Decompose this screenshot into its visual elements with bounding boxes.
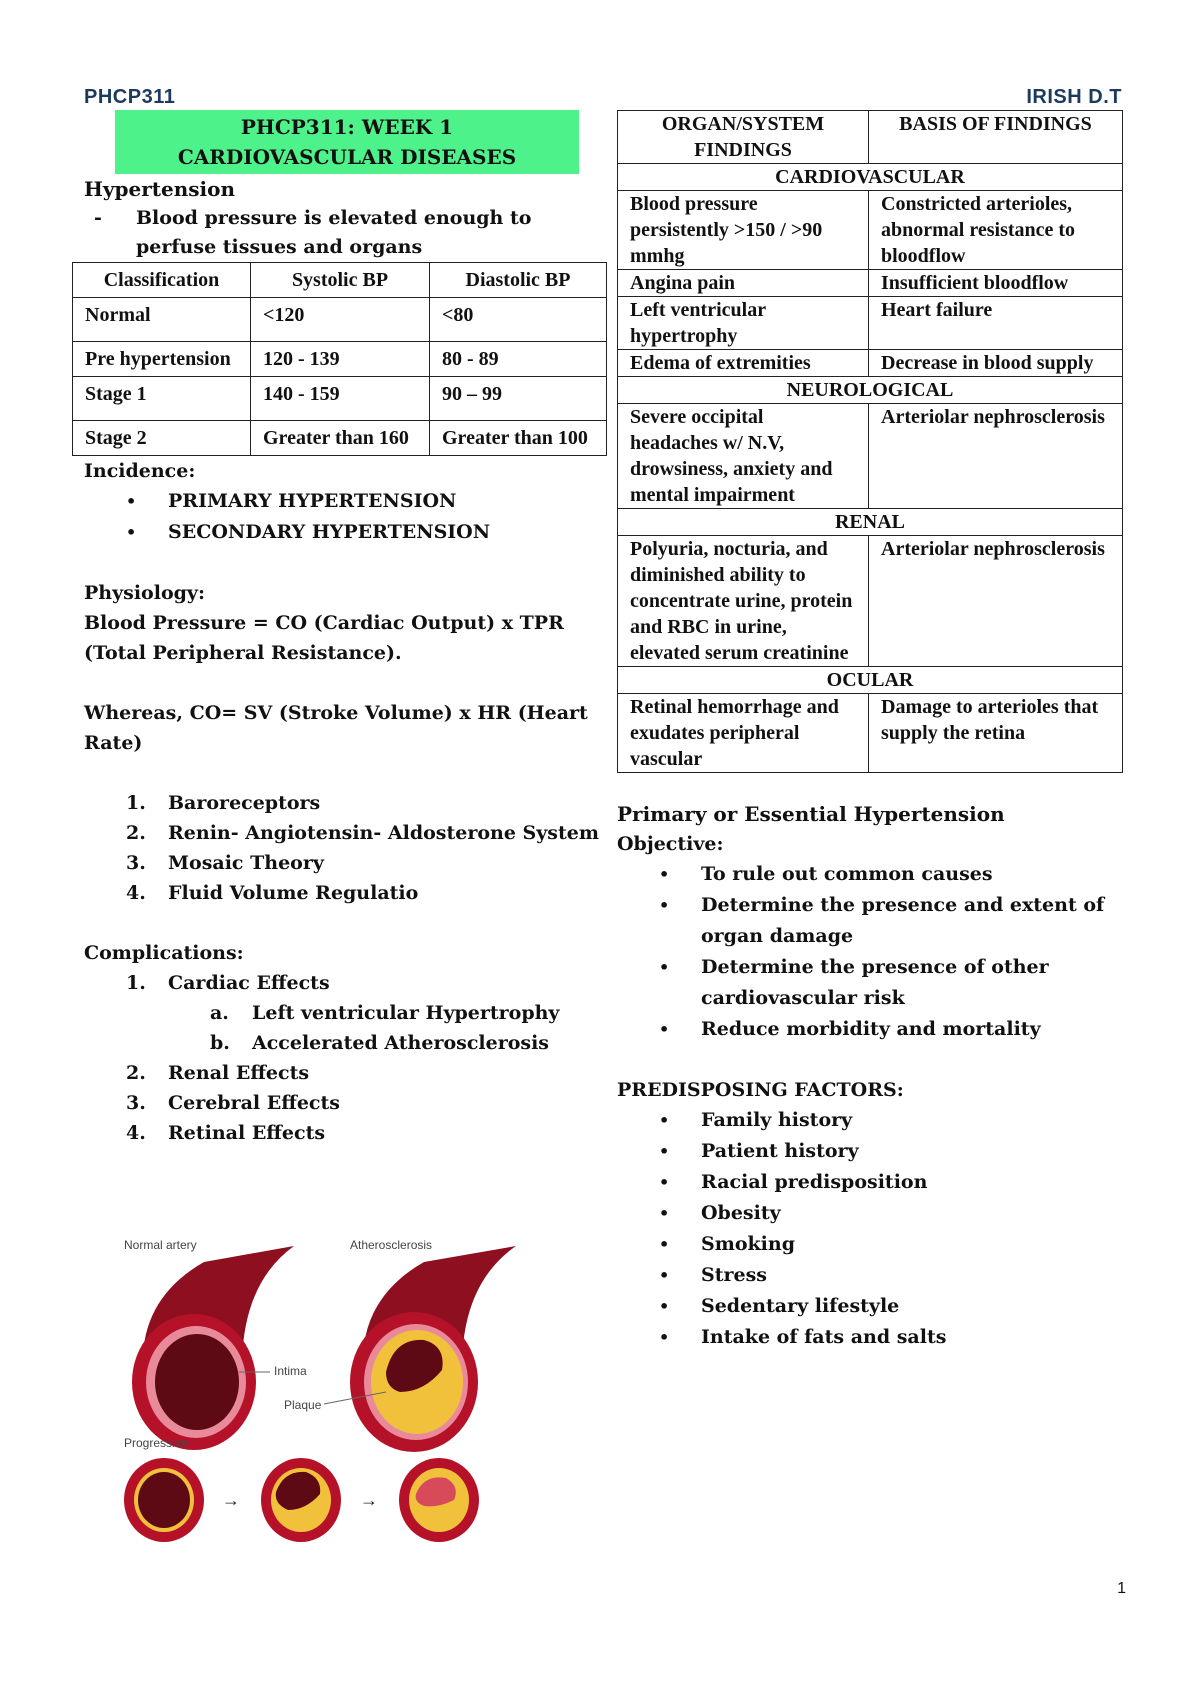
- table-cell: Arteriolar nephrosclerosis: [869, 404, 1123, 509]
- table-cell: Heart failure: [869, 297, 1123, 350]
- physiology-heading: Physiology:: [84, 582, 205, 604]
- list-item: [617, 1105, 1123, 1136]
- list-item-text: Renin- Angiotensin- Aldosterone System: [168, 822, 599, 844]
- predisposing-heading: PREDISPOSING FACTORS:: [617, 1079, 904, 1101]
- cardiac-effects-sublist: [84, 998, 609, 1058]
- list-item: [617, 1322, 1123, 1353]
- list-item-text: PRIMARY HYPERTENSION: [168, 490, 457, 512]
- list-item-text: Fluid Volume Regulatio: [168, 882, 419, 904]
- table-cell: 120 - 139: [251, 342, 430, 377]
- list-item-text: Mosaic Theory: [168, 852, 324, 874]
- table-cell: Edema of extremities: [618, 350, 869, 377]
- list-item-text: Determine the presence of other cardiovascular risk: [701, 956, 1049, 1009]
- list-item: [84, 1118, 609, 1148]
- table-cell: Stage 2: [73, 421, 251, 456]
- table-row: [618, 350, 1123, 377]
- table-cell: Left ventricular hypertrophy: [618, 297, 869, 350]
- list-item: [84, 968, 609, 998]
- progression-stage-1-lumen: [138, 1472, 190, 1528]
- progression-label: Progression: [124, 1436, 189, 1450]
- list-item: [617, 859, 1123, 890]
- table-row: [618, 270, 1123, 297]
- page-number: 1: [1117, 1580, 1126, 1597]
- table-cell: 90 – 99: [430, 377, 607, 421]
- table-row: [618, 694, 1123, 773]
- list-item: [617, 1014, 1123, 1045]
- bullet: •: [659, 1297, 670, 1316]
- title-line-2: CARDIOVASCULAR DISEASES: [177, 145, 517, 169]
- list-item: [84, 788, 609, 818]
- list-letter: a.: [210, 1002, 229, 1024]
- table-row: [73, 421, 607, 456]
- progression-arrow-1: →: [222, 1490, 240, 1510]
- bullet: •: [126, 523, 137, 542]
- table-row: [618, 297, 1123, 350]
- bullet: •: [659, 865, 670, 884]
- table-cell: Blood pressure persistently >150 / >90 mmhg: [618, 191, 869, 270]
- list-item: [84, 998, 609, 1028]
- section-row: [618, 667, 1123, 694]
- table-header-row: [73, 263, 607, 298]
- table-cell: Retinal hemorrhage and exudates peripheral vascular: [618, 694, 869, 773]
- list-item-text: Obesity: [701, 1202, 781, 1224]
- normal-artery-label: Normal artery: [124, 1238, 197, 1252]
- header-author: IRISH D.T: [1026, 86, 1122, 108]
- list-item-text: Reduce morbidity and mortality: [701, 1018, 1041, 1040]
- list-number: 2.: [126, 822, 146, 844]
- table-cell: Normal: [73, 298, 251, 342]
- list-number: 4.: [126, 882, 146, 904]
- table-header-row: [618, 111, 1123, 164]
- bullet: •: [659, 1020, 670, 1039]
- header-course-code: PHCP311: [84, 86, 176, 108]
- table-header-cell: BASIS OF FINDINGS: [869, 111, 1123, 164]
- list-item-text: SECONDARY HYPERTENSION: [168, 521, 491, 543]
- list-item-text: To rule out common causes: [701, 863, 993, 885]
- table-cell: Greater than 160: [251, 421, 430, 456]
- intima-label: Intima: [274, 1364, 307, 1378]
- co-formula: Whereas, CO= SV (Stroke Volume) x HR (Heart Rate): [84, 702, 588, 754]
- section-row: [618, 164, 1123, 191]
- list-item-text: Sedentary lifestyle: [701, 1295, 900, 1317]
- section-ocular: OCULAR: [618, 667, 1123, 694]
- list-number: 4.: [126, 1122, 146, 1144]
- bullet: •: [659, 1328, 670, 1347]
- list-item-text: Accelerated Atherosclerosis: [252, 1032, 549, 1054]
- list-item: [617, 1167, 1123, 1198]
- complications-list-cont: [84, 1058, 609, 1148]
- list-item: [84, 1058, 609, 1088]
- complications-list: [84, 968, 609, 998]
- bullet: •: [659, 1204, 670, 1223]
- list-item-text: Renal Effects: [168, 1062, 310, 1084]
- list-item: [617, 890, 1123, 952]
- table-cell: Severe occipital headaches w/ N.V, drowsiness, anxiety and mental impairment: [618, 404, 869, 509]
- list-item-text: Smoking: [701, 1233, 795, 1255]
- section-row: [618, 509, 1123, 536]
- list-item: [84, 818, 609, 848]
- list-item-text: Cerebral Effects: [168, 1092, 340, 1114]
- table-cell: Decrease in blood supply: [869, 350, 1123, 377]
- list-letter: b.: [210, 1032, 230, 1054]
- bullet: •: [659, 1173, 670, 1192]
- complications-heading: Complications:: [84, 942, 244, 964]
- list-number: 1.: [126, 972, 146, 994]
- section-neurological: NEUROLOGICAL: [618, 377, 1123, 404]
- bp-formula: Blood Pressure = CO (Cardiac Output) x TPR (Total Peripheral Resistance).: [84, 612, 564, 664]
- table-cell: Angina pain: [618, 270, 869, 297]
- list-item: [84, 878, 609, 908]
- list-item-text: Stress: [701, 1264, 767, 1286]
- incidence-list: [84, 486, 609, 548]
- bullet: •: [659, 1111, 670, 1130]
- table-cell: Polyuria, nocturia, and diminished ability to concentrate urine, protein and RBC in urine, elevated serum creatinine: [618, 536, 869, 667]
- section-row: [618, 377, 1123, 404]
- table-cell: Constricted arterioles, abnormal resistance to bloodflow: [869, 191, 1123, 270]
- definition-text: Blood pressure is elevated enough to perfuse tissues and organs: [136, 207, 532, 258]
- right-column: [617, 110, 1123, 1353]
- objective-label: Objective:: [617, 833, 724, 855]
- bullet: •: [659, 958, 670, 977]
- table-cell: Greater than 100: [430, 421, 607, 456]
- bullet: •: [659, 1142, 670, 1161]
- list-number: 3.: [126, 852, 146, 874]
- list-item: [84, 848, 609, 878]
- objective-list: [617, 859, 1123, 1045]
- primary-hypertension-heading: Primary or Essential Hypertension: [617, 802, 1005, 826]
- atherosclerosis-label: Atherosclerosis: [350, 1238, 433, 1252]
- list-item: [84, 1088, 609, 1118]
- table-header-cell: Diastolic BP: [430, 263, 607, 298]
- list-number: 1.: [126, 792, 146, 814]
- page-title: [115, 110, 579, 174]
- hypertension-heading: Hypertension: [84, 177, 236, 201]
- artery-illustration: [124, 1242, 544, 1572]
- list-number: 2.: [126, 1062, 146, 1084]
- title-line-1: PHCP311: WEEK 1: [240, 115, 454, 139]
- bullet: •: [659, 1235, 670, 1254]
- table-cell: Insufficient bloodflow: [869, 270, 1123, 297]
- table-cell: Damage to arterioles that supply the retina: [869, 694, 1123, 773]
- physiology-list: [84, 788, 609, 908]
- list-item: [84, 486, 609, 517]
- list-item-text: Intake of fats and salts: [701, 1326, 947, 1348]
- table-cell: Stage 1: [73, 377, 251, 421]
- left-column: [84, 110, 609, 1148]
- list-item-text: Retinal Effects: [168, 1122, 326, 1144]
- table-header-cell: ORGAN/SYSTEM FINDINGS: [618, 111, 869, 164]
- table-cell: <80: [430, 298, 607, 342]
- section-cardiovascular: CARDIOVASCULAR: [618, 164, 1123, 191]
- table-row: [618, 536, 1123, 667]
- table-cell: Pre hypertension: [73, 342, 251, 377]
- table-row: [618, 191, 1123, 270]
- table-row: [73, 342, 607, 377]
- table-header-cell: Systolic BP: [251, 263, 430, 298]
- list-item: [617, 1136, 1123, 1167]
- list-item-text: Determine the presence and extent of organ damage: [701, 894, 1105, 947]
- list-item: [84, 517, 609, 548]
- bullet: •: [659, 896, 670, 915]
- bullet: •: [659, 1266, 670, 1285]
- section-renal: RENAL: [618, 509, 1123, 536]
- list-item: [617, 1260, 1123, 1291]
- table-row: [73, 377, 607, 421]
- list-item-text: Left ventricular Hypertrophy: [252, 1002, 560, 1024]
- list-item: [617, 1198, 1123, 1229]
- table-row: [73, 298, 607, 342]
- atherosclerosis-figure: [124, 1238, 544, 1572]
- normal-artery-lumen: [155, 1334, 239, 1430]
- progression-arrow-2: →: [360, 1490, 378, 1510]
- organ-findings-table: [617, 110, 1123, 773]
- table-cell: 140 - 159: [251, 377, 430, 421]
- hypertension-definition: [84, 204, 609, 262]
- table-cell: <120: [251, 298, 430, 342]
- list-item: [617, 1291, 1123, 1322]
- bp-classification-table: [72, 262, 607, 456]
- list-item-text: Baroreceptors: [168, 792, 321, 814]
- table-cell: Arteriolar nephrosclerosis: [869, 536, 1123, 667]
- dash-marker: -: [94, 207, 102, 229]
- list-item-text: Racial predisposition: [701, 1171, 928, 1193]
- table-cell: 80 - 89: [430, 342, 607, 377]
- list-item-text: Family history: [701, 1109, 853, 1131]
- table-row: [618, 404, 1123, 509]
- list-number: 3.: [126, 1092, 146, 1114]
- predisposing-list: [617, 1105, 1123, 1353]
- list-item: [84, 1028, 609, 1058]
- list-item: [617, 952, 1123, 1014]
- incidence-heading: Incidence:: [84, 460, 196, 482]
- list-item-text: Patient history: [701, 1140, 859, 1162]
- plaque-label: Plaque: [284, 1398, 322, 1412]
- list-item-text: Cardiac Effects: [168, 972, 330, 994]
- bullet: •: [126, 492, 137, 511]
- table-header-cell: Classification: [73, 263, 251, 298]
- list-item: [617, 1229, 1123, 1260]
